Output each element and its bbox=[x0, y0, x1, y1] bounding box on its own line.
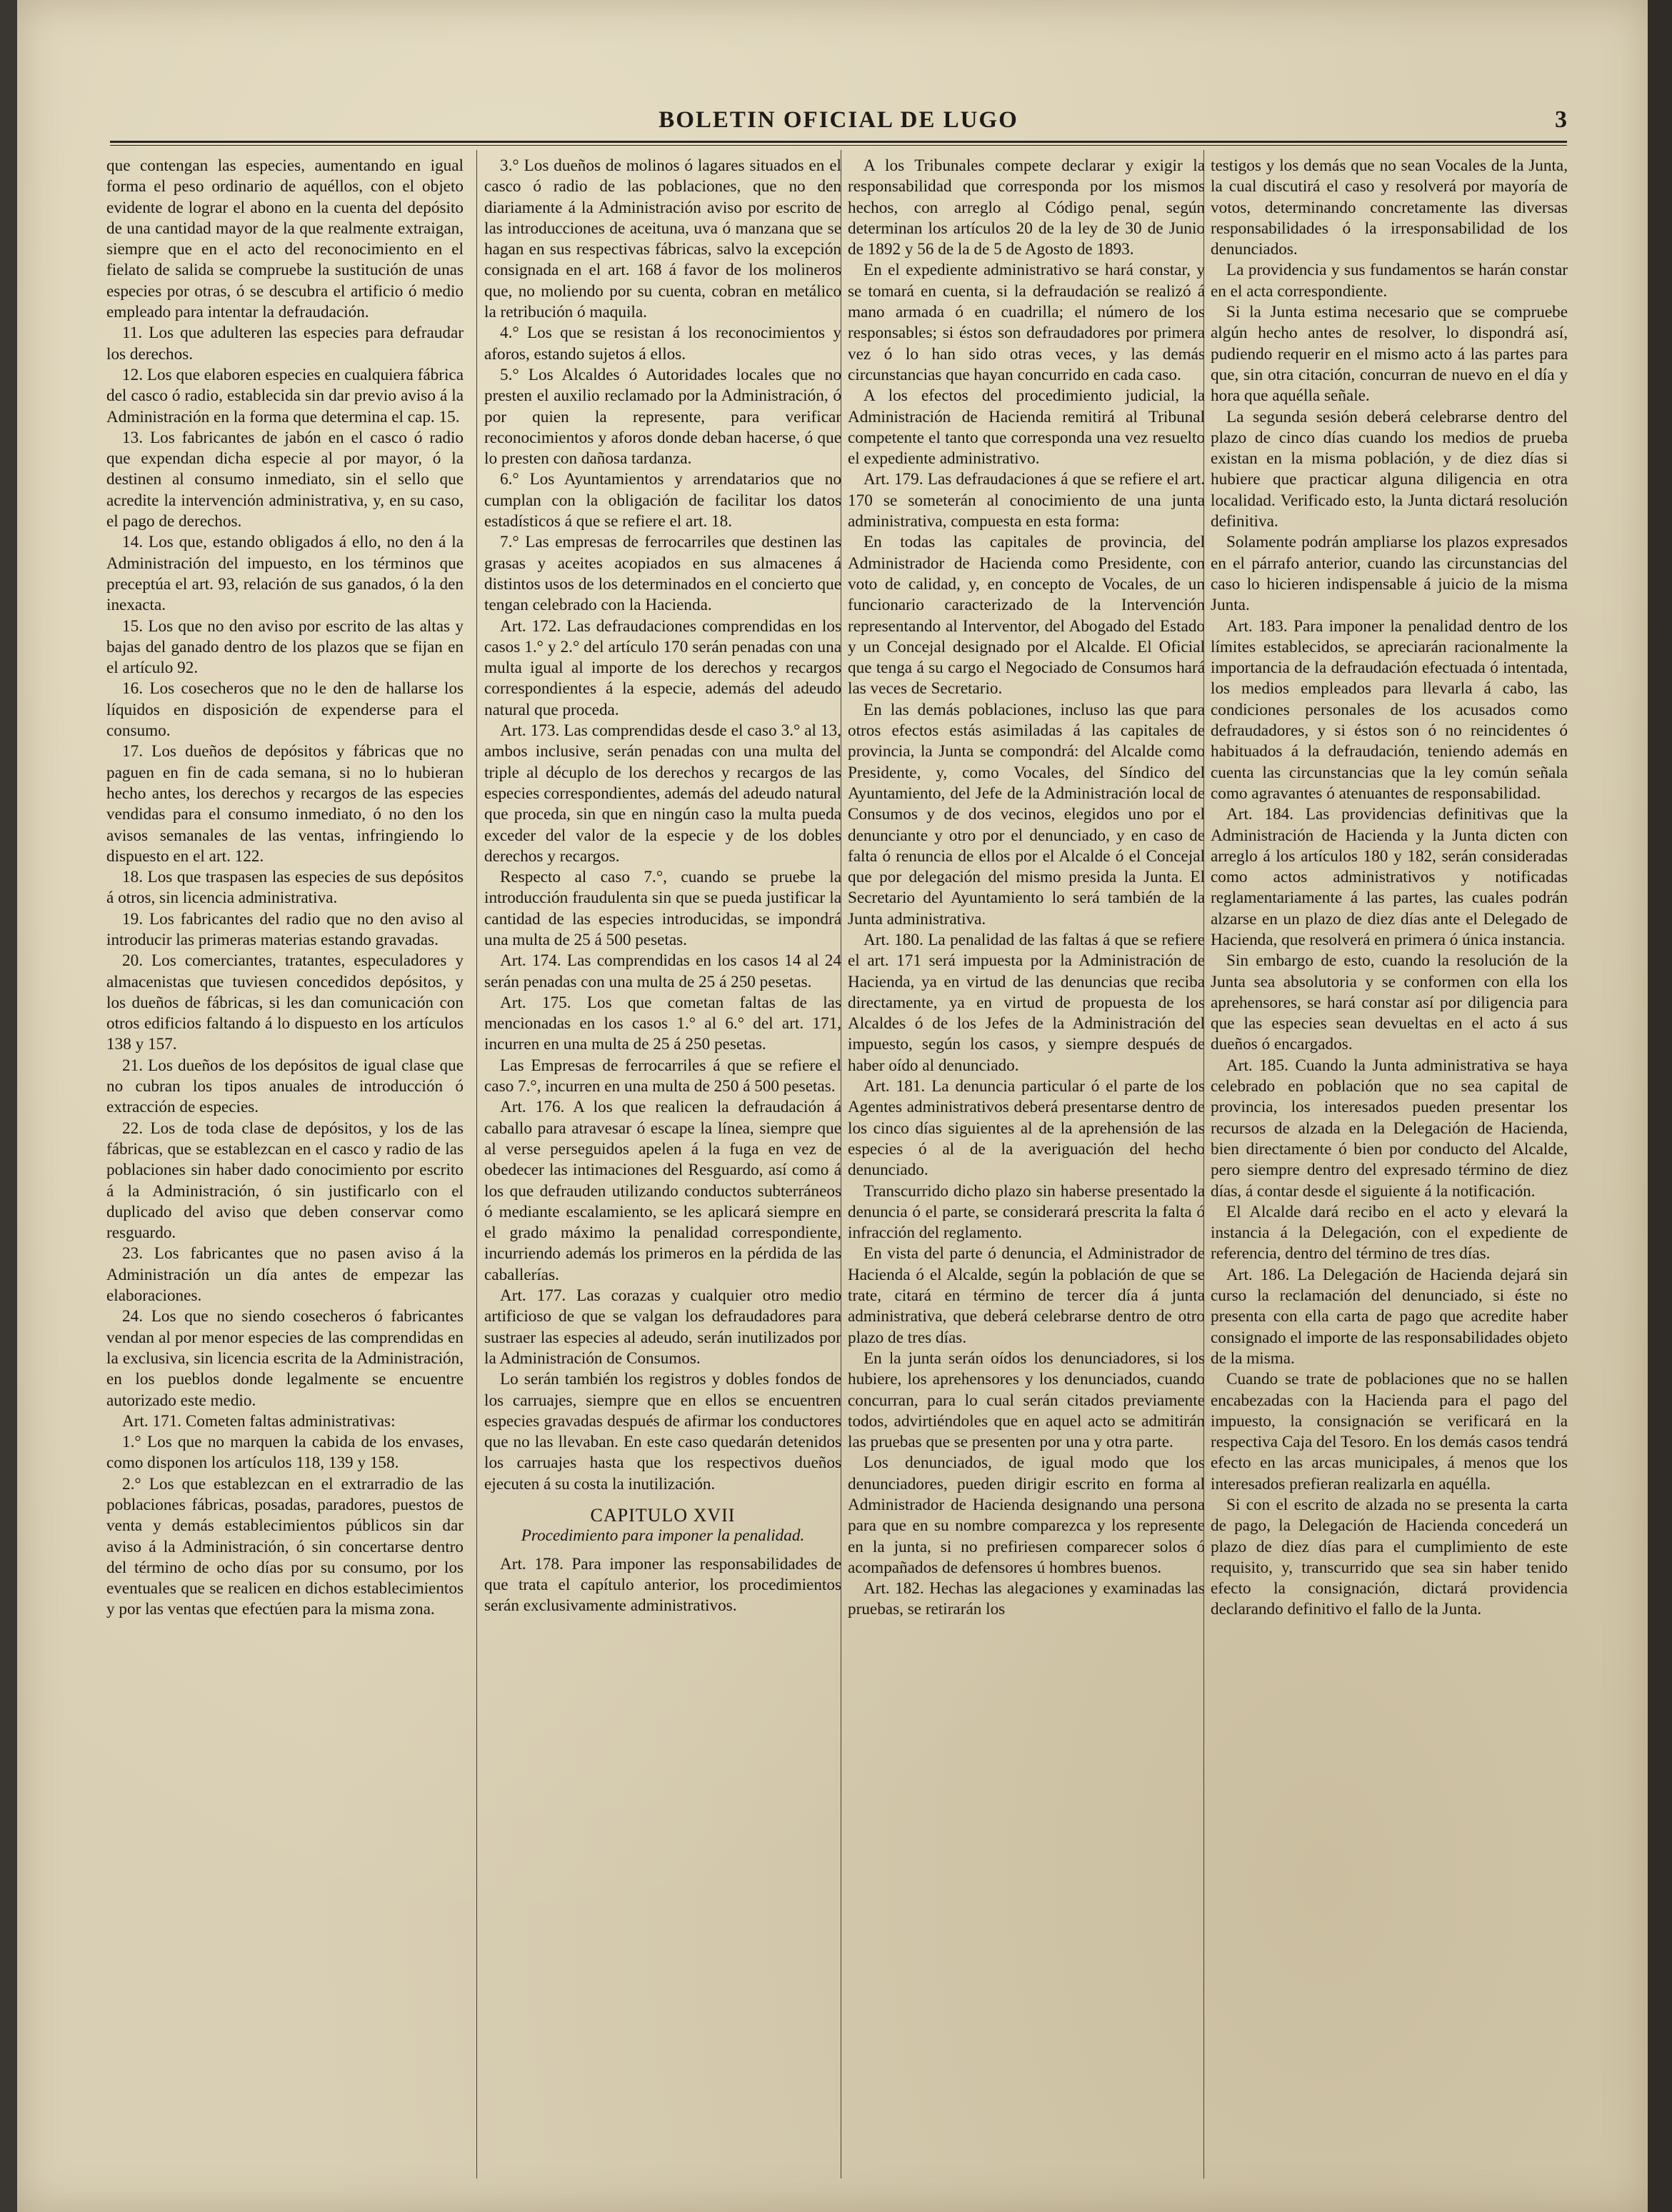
paragraph: Art. 182. Hechas las alegaciones y examinadas las pruebas, se retirarán los bbox=[848, 1579, 1205, 1619]
paragraph: 15. Los que no den aviso por escrito de las altas y bajas del ganado dentro de los plazos que se fijan en el artículo 92. bbox=[106, 616, 464, 678]
paragraph: 14. Los que, estando obligados á ello, no den á la Administración del impuesto, en los términos que preceptúa el art. 93, relación de sus ganados, ó la den inexacta. bbox=[106, 533, 464, 615]
paragraph: Lo serán también los registros y dobles fondos de los carruajes, siempre que en ellos se encuentren especies gravadas después de afirmar los conductores que no las llevaban. En este caso quedarán detenidos los carruajes hasta que los respectivos dueños ejecuten á su costa la inutilización. bbox=[484, 1370, 841, 1493]
text-column-3 bbox=[848, 156, 1205, 2177]
paragraph: 12. Los que elaboren especies en cualquiera fábrica del casco ó radio, establecida sin dar previo aviso á la Administración en la forma que determina el cap. 15. bbox=[106, 365, 464, 426]
paragraph: Transcurrido dicho plazo sin haberse presentado la denuncia ó el parte, se considerará prescrita la falta ó infracción del reglamento. bbox=[848, 1181, 1205, 1243]
paragraph: 20. Los comerciantes, tratantes, especuladores y almacenistas que tuviesen concedidos depósitos, y los dueños de fábricas, si les dan comunicación con otros edificios faltando á lo dispuesto en los artículos 138 y 157. bbox=[106, 951, 464, 1054]
paragraph: Solamente podrán ampliarse los plazos expresados en el párrafo anterior, cuando las circunstancias del caso lo hicieren indispensable á juicio de la misma Junta. bbox=[1211, 533, 1568, 615]
chapter-subtitle: Procedimiento para imponer la penalidad. bbox=[521, 1526, 805, 1546]
paragraph: Respecto al caso 7.°, cuando se pruebe la introducción fraudulenta sin que se pueda justificar la cantidad de las especies introducidas, se impondrá una multa de 25 á 500 pesetas. bbox=[484, 868, 841, 949]
paragraph: 4.° Los que se resistan á los reconocimientos y aforos, estando sujetos á ellos. bbox=[484, 324, 841, 364]
paragraph: 22. Los de toda clase de depósitos, y los de las fábricas, que se establezcan en el casco y radio de las poblaciones sin haber dado conocimiento por escrito á la Administración, ó sin justificarlo con el duplicado del aviso que deben conservar como resguardo. bbox=[106, 1118, 464, 1243]
header-rule bbox=[110, 141, 1567, 146]
paragraph: La providencia y sus fundamentos se harán constar en el acta correspondiente. bbox=[1211, 261, 1568, 301]
paragraph: Art. 183. Para imponer la penalidad dentro de los límites establecidos, se apreciarán racionalmente la importancia de la defraudación efectuada ó intentada, los medios empleados para llevarla á cabo, las condiciones personales de los acusados como defraudadores, y si éstos son ó no reincidentes ó habituados á la defraudación, teniendo además en cuenta las circunstancias que la ley común señala como agravantes ó atenuantes de responsabilidad. bbox=[1211, 616, 1568, 803]
paragraph: La segunda sesión deberá celebrarse dentro del plazo de cinco días cuando los medios de prueba existan en la misma población, y de diez días si hubiere que practicar alguna diligencia en otra localidad. Verificado esto, la Junta dictará resolución definitiva. bbox=[1211, 407, 1568, 531]
paragraph: 7.° Las empresas de ferrocarriles que destinen las grasas y aceites acopiados en sus almacenes á distintos usos de los determinados en el concierto que tengan celebrado con la Hacienda. bbox=[484, 533, 841, 615]
paragraph: En la junta serán oídos los denunciadores, si los hubiere, los aprehensores y los denunciados, cuando concurran, para lo cual serán citados previamente todos, advirtiéndoles que en aquel acto se admitirán las pruebas que se presenten por una y otra parte. bbox=[848, 1348, 1205, 1452]
paragraph: Sin embargo de esto, cuando la resolución de la Junta sea absolutoria y se conformen con ella los aprehensores, se hará constar así por diligencia para que las especies sean devueltas en el acto á sus dueños ó encargados. bbox=[1211, 951, 1568, 1054]
column-divider bbox=[476, 150, 477, 2178]
paragraph: Si con el escrito de alzada no se presenta la carta de pago, la Delegación de Hacienda concederá un plazo de diez días para el cumplimiento de este requisito, y, transcurrido que sea sin haber tenido efecto la consignación, dictará providencia declarando definitivo el fallo de la Junta. bbox=[1211, 1496, 1568, 1619]
paragraph: A los Tribunales compete declarar y exigir la responsabilidad que corresponda por los mismos hechos, con arreglo al Código penal, según determinan los artículos 20 de la ley de 30 de Junio de 1892 y 56 de la de 5 de Agosto de 1893. bbox=[848, 156, 1205, 259]
paragraph: Art. 176. A los que realicen la defraudación á caballo para atravesar ó escape la línea, siempre que al verse perseguidos apelen á la fuga en vez de obedecer las intimaciones del Resguardo, así como á los que defrauden utilizando conductos subterráneos ó mediante escalamiento, se les aplicará siempre en el grado máximo la penalidad correspondiente, incurriendo además los primeros en la pérdida de las caballerías. bbox=[484, 1098, 841, 1284]
text-column-1 bbox=[106, 156, 464, 2177]
text-column-2 bbox=[484, 156, 841, 2177]
paragraph: En el expediente administrativo se hará constar, y se tomará en cuenta, si la defraudación se realizó á mano armada ó en cuadrilla; el número de los responsables; si éstos son defraudadores por primera vez ó lo han sido otras veces, y las demás circunstancias que hayan concurrido en cada caso. bbox=[848, 261, 1205, 384]
paragraph: 23. Los fabricantes que no pasen aviso á la Administración un día antes de empezar las elaboraciones. bbox=[106, 1244, 464, 1306]
paragraph: 13. Los fabricantes de jabón en el casco ó radio que expendan dicha especie al por mayor, ó la destinen al consumo inmediato, sin el sello que acredite la intervención administrativa, y, en su caso, el pago de derechos. bbox=[106, 428, 464, 531]
paragraph: 5.° Los Alcaldes ó Autoridades locales que no presten el auxilio reclamado por la Administración, ó por quien la represente, para verificar reconocimientos y aforos donde deban hacerse, ó que lo presten con dañosa tardanza. bbox=[484, 365, 841, 469]
paragraph: Art. 174. Las comprendidas en los casos 14 al 24 serán penadas con una multa de 25 á 250 pesetas. bbox=[484, 951, 841, 991]
paragraph: Art. 177. Las corazas y cualquier otro medio artificioso de que se valgan los defraudadores para sustraer las especies al adeudo, serán inutilizados por la Administración de Consumos. bbox=[484, 1286, 841, 1368]
paragraph: Cuando se trate de poblaciones que no se hallen encabezadas con la Hacienda para el pago del impuesto, la consignación se verificará en la respectiva Caja del Tesoro. En los demás casos tendrá efecto en las arcas municipales, á menos que los interesados prefieran realizarla en aquélla. bbox=[1211, 1370, 1568, 1493]
paragraph: En las demás poblaciones, incluso las que para otros efectos estás asimiladas á las capitales de provincia, la Junta se compondrá: del Alcalde como Presidente, y, como Vocales, del Síndico del Ayuntamiento, del Jefe de la Administración local de Consumos y de dos vecinos, elegidos uno por el denunciante y otro por el denunciado, y en caso de falta ó renuncia de ellos por el Alcalde ó el Concejal que por delegación del mismo presida la Junta. El Secretario del Ayuntamiento lo será también de la Junta administrativa. bbox=[848, 700, 1205, 929]
paragraph: testigos y los demás que no sean Vocales de la Junta, la cual discutirá el caso y resolverá por mayoría de votos, determinando concretamente las diversas responsabilidades ó la irresponsabilidad de los denunciados. bbox=[1211, 156, 1568, 259]
paragraph: Art. 171. Cometen faltas administrativas: bbox=[122, 1411, 396, 1431]
paragraph: Si la Junta estima necesario que se compruebe algún hecho antes de resolver, lo dispondrá así, pudiendo requerir en el mismo acto á las partes para que, sin otra citación, concurran de nuevo en el día y hora que aquélla señale. bbox=[1211, 303, 1568, 406]
paragraph: Las Empresas de ferrocarriles á que se refiere el caso 7.°, incurren en una multa de 250 á 500 pesetas. bbox=[484, 1056, 841, 1096]
paragraph: 19. Los fabricantes del radio que no den aviso al introducir las primeras materias estando gravadas. bbox=[106, 909, 464, 949]
chapter-heading: CAPITULO XVII bbox=[590, 1505, 736, 1526]
publication-title: BOLETIN OFICIAL DE LUGO bbox=[659, 107, 1018, 133]
page-number: 3 bbox=[1555, 106, 1567, 133]
paragraph: 3.° Los dueños de molinos ó lagares situados en el casco ó radio de las poblaciones, que no den diariamente á la Administración aviso por escrito de las introducciones de aceituna, uva ó manzana que se hagan en sus respectivas fábricas, salvo la excepción consignada en el art. 168 á favor de los molineros que, no moliendo por su cuenta, cobran en metálico la retribución ó maquila. bbox=[484, 156, 841, 322]
paragraph: A los efectos del procedimiento judicial, la Administración de Hacienda remitirá al Tribunal competente el tanto que corresponda una vez resuelto el expediente administrativo. bbox=[848, 386, 1205, 469]
column-divider bbox=[1203, 150, 1204, 2178]
paragraph: 2.° Los que establezcan en el extrarradio de las poblaciones fábricas, posadas, paradores, puestos de venta y demás establecimientos públicos sin dar aviso á la Administración, ó sin concertarse dentro del término de ocho días por su consumo, por los eventuales que se realicen en dichos establecimientos y por las ventas que efectúen para la misma zona. bbox=[106, 1474, 464, 1619]
page-header bbox=[110, 106, 1567, 141]
newspaper-page bbox=[17, 0, 1649, 2212]
paragraph: Art. 179. Las defraudaciones á que se refiere el art. 170 se someterán al conocimiento de una junta administrativa, compuesta en esta forma: bbox=[848, 470, 1205, 531]
paragraph: Art. 172. Las defraudaciones comprendidas en los casos 1.° y 2.° del artículo 170 serán penadas con una multa igual al importe de los derechos y recargos correspondientes á la especie, además del adeudo natural que proceda. bbox=[484, 616, 841, 719]
paragraph: 17. Los dueños de depósitos y fábricas que no paguen en fin de cada semana, si no lo hubieran hecho antes, los derechos y recargos de las especies vendidas para el consumo inmediato, ó no den los avisos semanales de las ventas, infringiendo lo dispuesto en el art. 122. bbox=[106, 742, 464, 866]
scan-edge bbox=[1648, 0, 1672, 2212]
paragraph: Los denunciados, de igual modo que los denunciadores, pueden dirigir escrito en forma al Administrador de Hacienda designando una persona para que en su nombre comparezca y los represente en la junta, si no prefiriesen comparecer solos ó acompañados de defensores ú hombres buenos. bbox=[848, 1453, 1205, 1577]
paragraph: 18. Los que traspasen las especies de sus depósitos á otros, sin licencia administrativa. bbox=[106, 868, 464, 908]
paragraph: 1.° Los que no marquen la cabida de los envases, como disponen los artículos 118, 139 y 158. bbox=[106, 1433, 464, 1473]
paragraph: que contengan las especies, aumentando en igual forma el peso ordinario de aquéllos, con el objeto evidente de lograr el abono en la cuenta del depósito de una cantidad mayor de la que realmente extraigan, siempre que en el acto del reconocimiento en el fielato de salida se compruebe la sustitución de unas especies por otras, ó se descubra el artificio ó medio empleado para intentar la defraudación. bbox=[106, 156, 464, 322]
paragraph: Art. 186. La Delegación de Hacienda dejará sin curso la reclamación del denunciado, si éste no presenta con ella carta de pago que acredite haber consignado el importe de las responsabilidades objeto de la misma. bbox=[1211, 1265, 1568, 1368]
paragraph: Art. 180. La penalidad de las faltas á que se refiere el art. 171 será impuesta por la Administración de Hacienda, ya en virtud de las denuncias que reciba directamente, ya en virtud de propuesta de los Alcaldes ó de los Jefes de la Administración del impuesto, según los casos, y siempre después de haber oído al denunciado. bbox=[848, 930, 1205, 1075]
text-column-4 bbox=[1211, 156, 1568, 2177]
paragraph: Art. 185. Cuando la Junta administrativa se haya celebrado en población que no sea capital de provincia, los interesados pueden presentar los recursos de alzada en la Delegación de Hacienda, bien directamente ó bien por conducto del Alcalde, pero siempre dentro del expresado término de diez días, á contar desde el siguiente á la notificación. bbox=[1211, 1056, 1568, 1201]
paragraph: 24. Los que no siendo cosecheros ó fabricantes vendan al por menor especies de las comprendidas en la exclusiva, sin licencia escrita de la Administración, en los pueblos donde legalmente se encuentre autorizado este medio. bbox=[106, 1307, 464, 1410]
paragraph: En todas las capitales de provincia, del Administrador de Hacienda como Presidente, con voto de calidad, y, en concepto de Vocales, de un funcionario caracterizado de la Intervención representando al Interventor, del Abogado del Estado y un Concejal designado por el Alcalde. El Oficial que tenga á su cargo el Negociado de Consumos hará las veces de Secretario. bbox=[848, 533, 1205, 699]
paragraph: 11. Los que adulteren las especies para defraudar los derechos. bbox=[106, 324, 464, 364]
paragraph: Art. 173. Las comprendidas desde el caso 3.° al 13, ambos inclusive, serán penadas con una multa del triple al décuplo de los derechos y recargos de las especies correspondientes, además del adeudo natural que proceda, sin que en ningún caso la multa pueda exceder del valor de la especie y de los dobles derechos y recargos. bbox=[484, 721, 841, 866]
paragraph: 16. Los cosecheros que no le den de hallarse los líquidos en disposición de expenderse para el consumo. bbox=[106, 679, 464, 741]
paragraph: Art. 178. Para imponer las responsabilidades de que trata el capítulo anterior, los procedimientos serán exclusivamente administrativos. bbox=[484, 1554, 841, 1616]
paragraph: 21. Los dueños de los depósitos de igual clase que no cubran los tipos anuales de introducción ó extracción de especies. bbox=[106, 1056, 464, 1117]
paragraph: Art. 181. La denuncia particular ó el parte de los Agentes administrativos deberá presentarse dentro de los cinco días siguientes al de la aprehensión de las especies ó al de la averiguación del hecho denunciado. bbox=[848, 1077, 1205, 1180]
paragraph: 6.° Los Ayuntamientos y arrendatarios que no cumplan con la obligación de facilitar los datos estadísticos á que se refiere el art. 18. bbox=[484, 470, 841, 531]
paragraph: En vista del parte ó denuncia, el Administrador de Hacienda ó el Alcalde, según la población de que se trate, citará en término de tercer día á junta administrativa, que deberá celebrarse dentro de otro plazo de tres días. bbox=[848, 1244, 1205, 1347]
paragraph: Art. 175. Los que cometan faltas de las mencionadas en los casos 1.° al 6.° del art. 171, incurren en una multa de 25 á 250 pesetas. bbox=[484, 993, 841, 1054]
paragraph: El Alcalde dará recibo en el acto y elevará la instancia á la Delegación, con el expediente de referencia, dentro del término de tres días. bbox=[1211, 1202, 1568, 1263]
paragraph: Art. 184. Las providencias definitivas que la Administración de Hacienda y la Junta dicten con arreglo á los artículos 180 y 182, serán consideradas como actos administrativos y notificadas reglamentariamente á las partes, las cuales podrán alzarse en un plazo de diez días ante el Delegado de Hacienda, que resolverá en primera ó única instancia. bbox=[1211, 805, 1568, 949]
